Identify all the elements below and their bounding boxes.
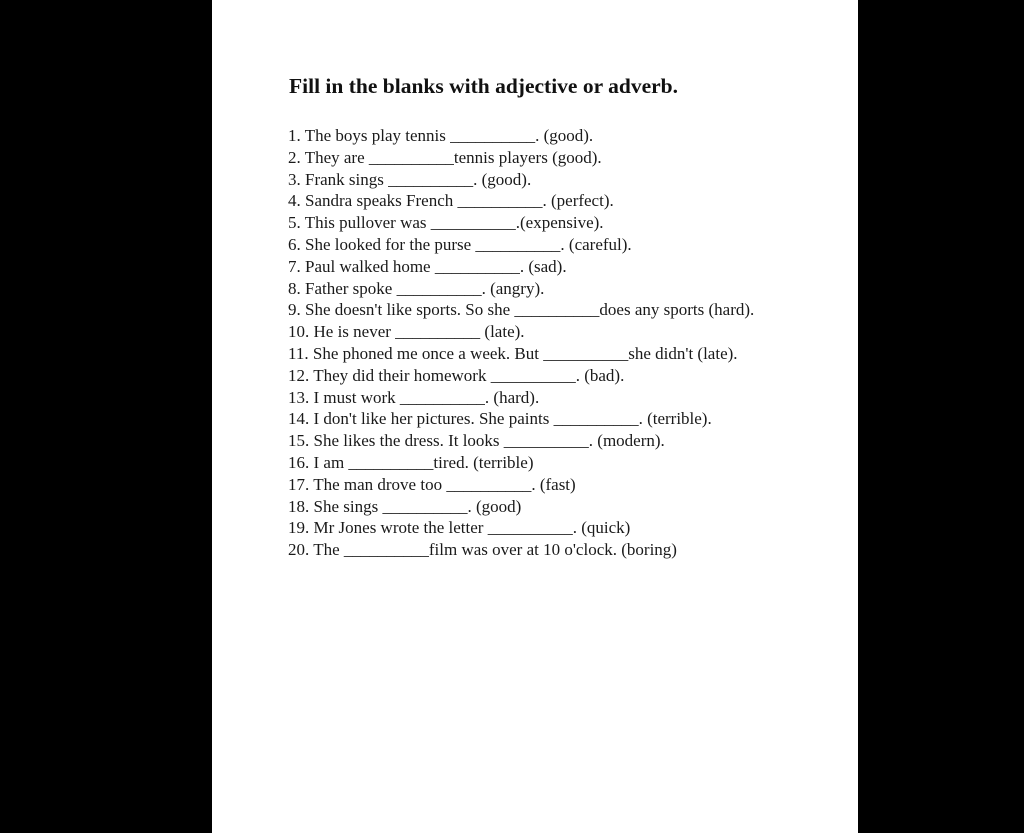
exercise-item: 4. Sandra speaks French __________. (perfect). — [288, 191, 614, 211]
exercise-item: 11. She phoned me once a week. But __________she didn't (late). — [288, 343, 738, 363]
exercise-list — [288, 125, 778, 561]
worksheet-title: Fill in the blanks with adjective or adverb. — [289, 74, 679, 98]
exercise-item: 14. I don't like her pictures. She paints __________. (terrible). — [288, 409, 712, 429]
exercise-item: 9. She doesn't like sports. So she __________does any sports (hard). — [288, 300, 755, 320]
exercise-item: 6. She looked for the purse __________. (careful). — [288, 234, 632, 254]
exercise-item: 20. The __________film was over at 10 o'clock. (boring) — [288, 540, 677, 560]
exercise-item: 19. Mr Jones wrote the letter __________. (quick) — [288, 518, 631, 538]
exercise-item: 3. Frank sings __________. (good). — [288, 169, 532, 189]
exercise-item: 17. The man drove too __________. (fast) — [288, 474, 576, 494]
exercise-item: 10. He is never __________ (late). — [288, 322, 525, 342]
exercise-item: 2. They are __________tennis players (good). — [288, 147, 602, 167]
worksheet-page — [212, 0, 858, 833]
exercise-item: 18. She sings __________. (good) — [288, 496, 522, 516]
exercise-item: 8. Father spoke __________. (angry). — [288, 278, 545, 298]
exercise-item: 1. The boys play tennis __________. (good). — [288, 126, 594, 145]
exercise-item: 15. She likes the dress. It looks __________. (modern). — [288, 431, 665, 451]
exercise-item: 12. They did their homework __________. (bad). — [288, 365, 625, 385]
exercise-item: 13. I must work __________. (hard). — [288, 387, 540, 407]
exercise-item: 16. I am __________tired. (terrible) — [288, 452, 534, 472]
exercise-item: 5. This pullover was __________.(expensive). — [288, 213, 604, 233]
exercise-item: 7. Paul walked home __________. (sad). — [288, 256, 567, 276]
